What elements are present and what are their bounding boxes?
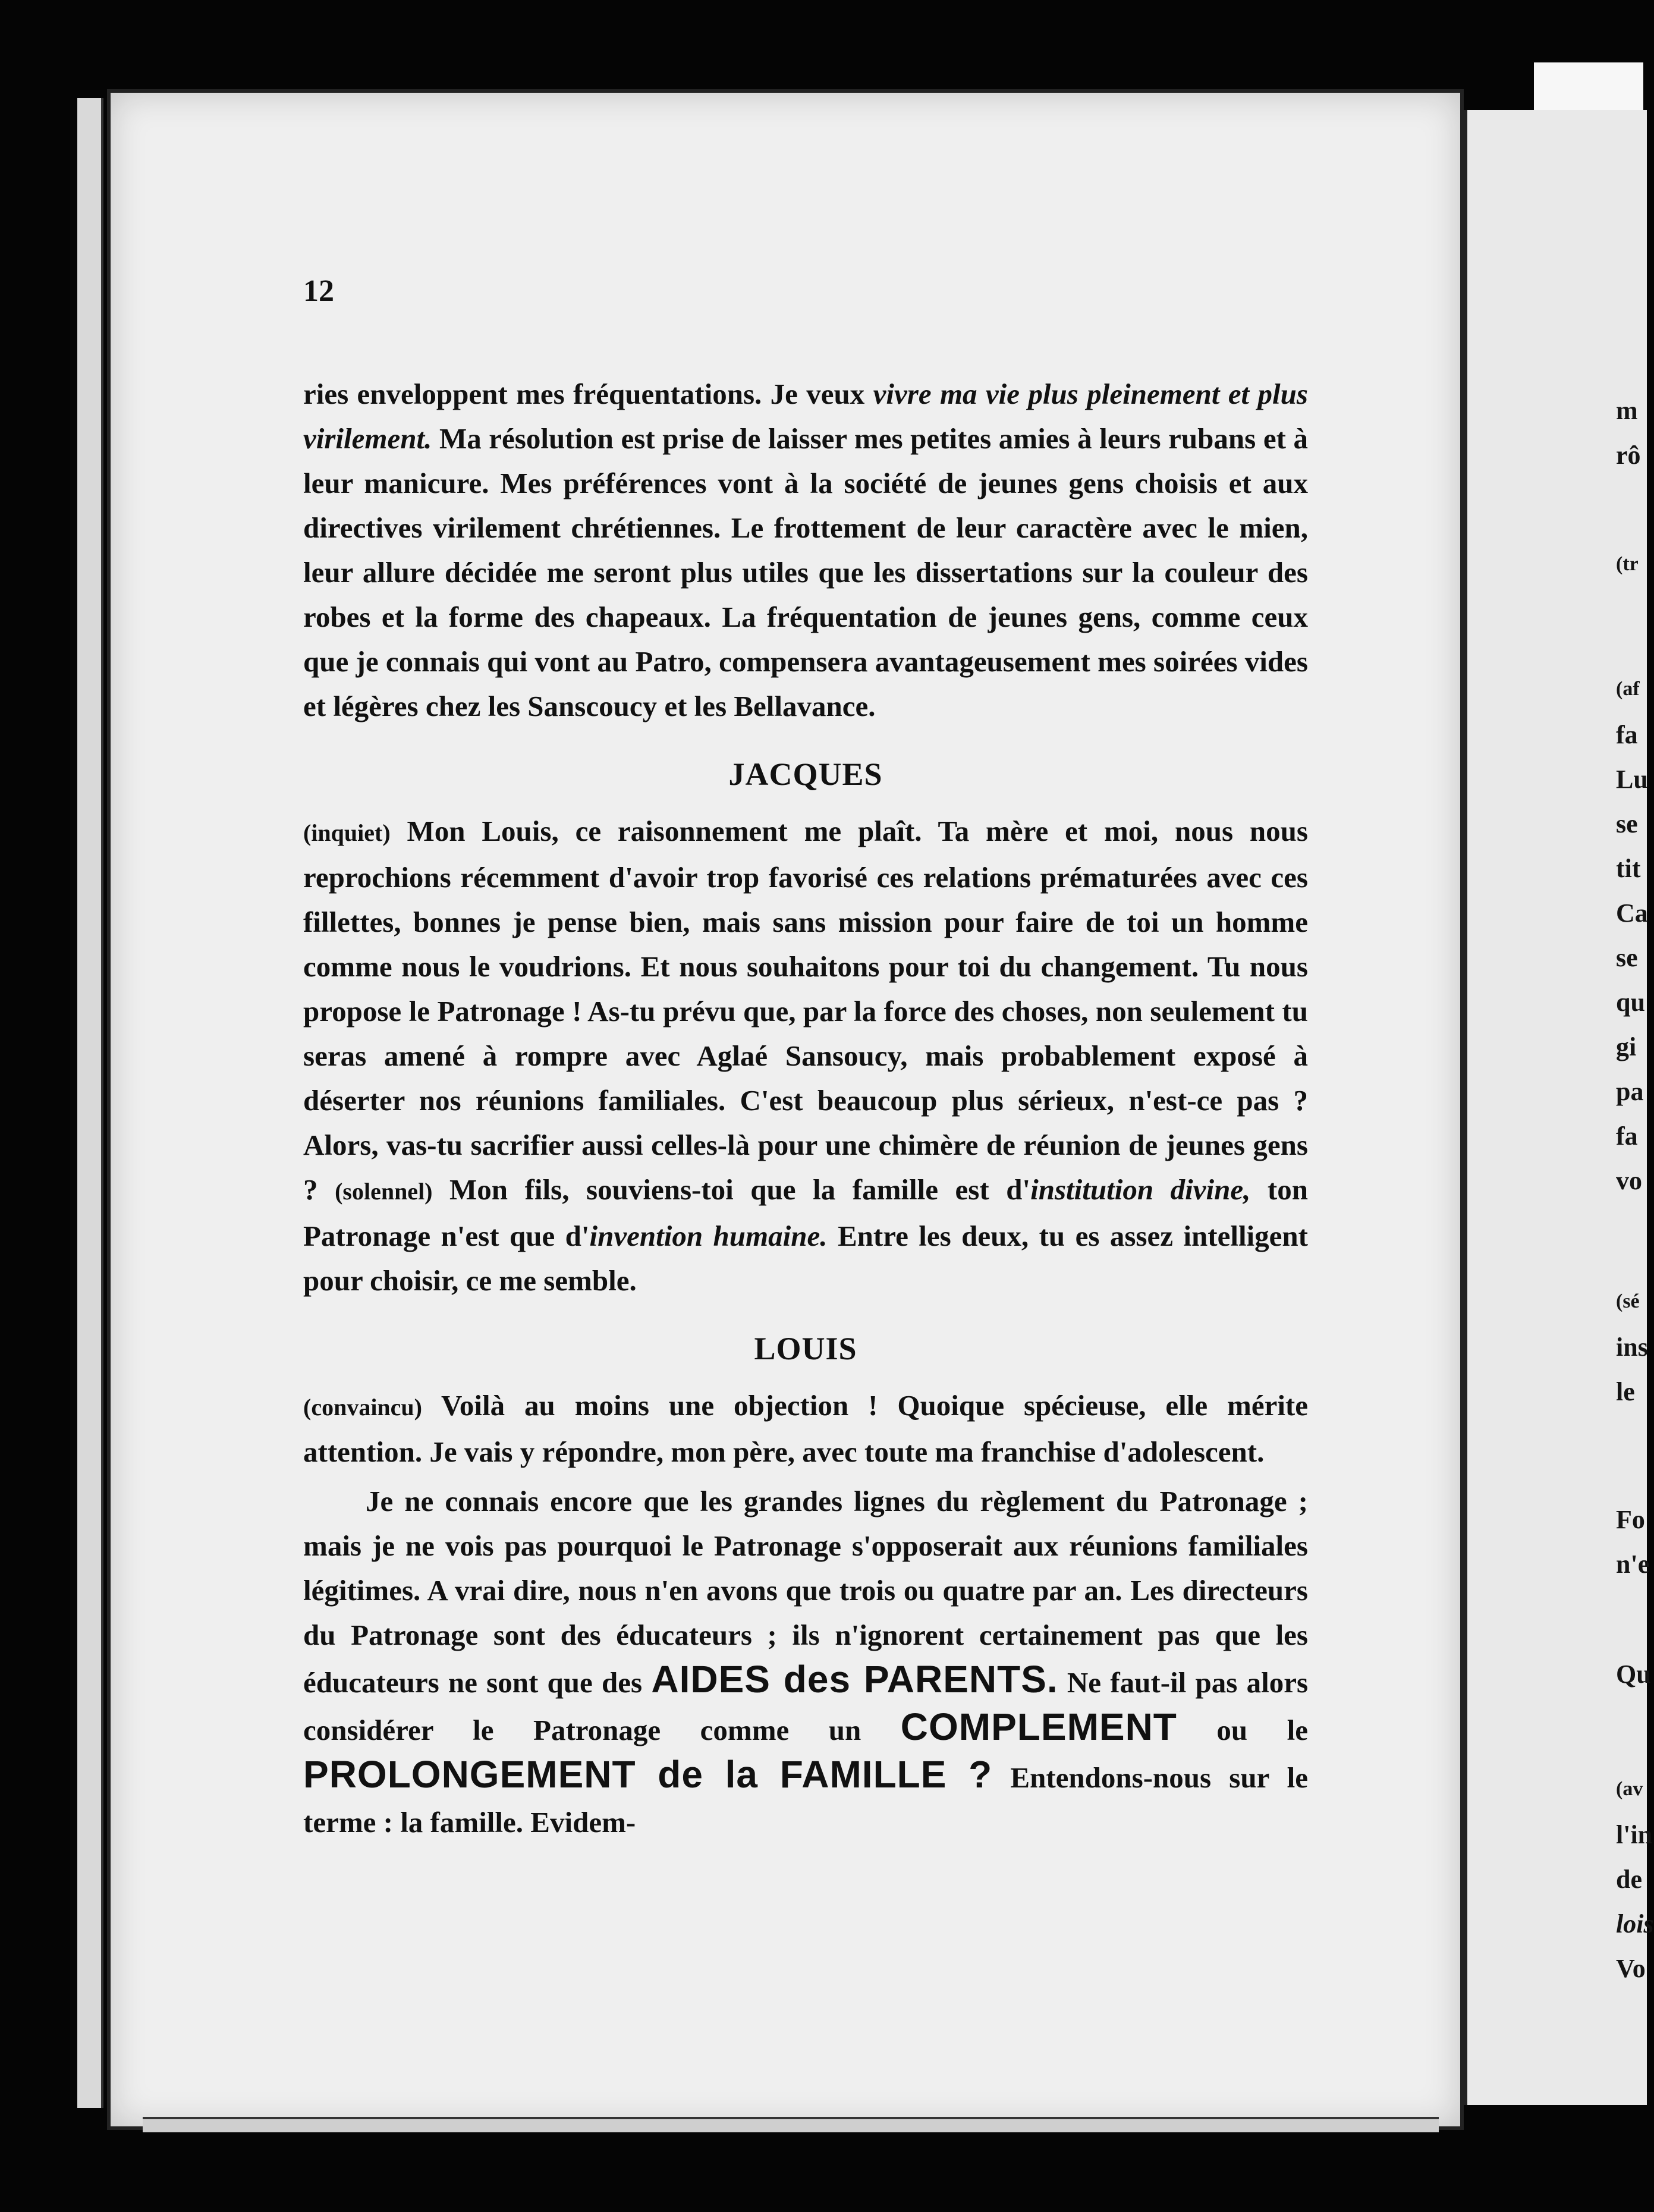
dialogue-paragraph <box>303 1479 1308 1845</box>
facing-page-fragment: Ca <box>1616 898 1648 928</box>
italic-text: vivre ma vie plus pleinement et plus virilement. <box>303 378 1308 455</box>
page-number: 12 <box>303 274 334 308</box>
emphasis-text: COMPLEMENT <box>900 1705 1177 1748</box>
speaker-heading: LOUIS <box>754 1331 857 1366</box>
page-left-edge <box>77 98 103 2108</box>
text-run: Mon fils, souviens-toi que la famille est d' <box>432 1173 1031 1206</box>
facing-page-fragment: ins <box>1616 1333 1648 1362</box>
facing-page-fragment: lois <box>1616 1909 1654 1938</box>
text-run: Voilà au moins une objection ! Quoique spécieuse, elle mérite attention. Je vais y répondre, mon père, avec toute ma franchise d'adolescent. <box>303 1389 1308 1468</box>
speaker-heading: JACQUES <box>728 756 883 792</box>
facing-page-fragment: tit <box>1616 854 1641 883</box>
facing-page-fragment: gi <box>1616 1032 1637 1061</box>
facing-page-fragment: (tr <box>1616 553 1639 575</box>
facing-page-fragment: Vo <box>1616 1954 1646 1983</box>
facing-page-fragment: fa <box>1616 720 1638 749</box>
text-run: ou le <box>1177 1714 1308 1746</box>
text-run: Ma résolution est prise de laisser mes petites amies à leurs rubans et à leur manicure. Mes préférences vont à la société de jeunes gens choisis et aux directives virilement chrétiennes. Le frottement de leur caractère avec le mien, leur allure décidée me seront plus utiles que les dissertations sur la couleur des robes et la forme des chapeaux. La fréquentation de jeunes gens, comme ceux que je connais qui vont au Patro, compensera avantageusement mes soirées vides et légères chez les Sanscoucy et les Bellavance. <box>303 422 1308 722</box>
dialogue-paragraph <box>303 809 1308 1303</box>
text-run: Entre les deux, tu es assez intelligent pour choisir, ce me semble. <box>303 1220 1308 1297</box>
facing-page-fragment: Qu <box>1616 1660 1651 1689</box>
italic-text: institution divine, <box>1030 1173 1251 1206</box>
page-bottom-edge <box>143 2117 1439 2132</box>
scan-background-corner <box>1534 62 1643 110</box>
text-run: Ne faut-il pas alors considérer le Patronage comme un <box>303 1666 1309 1746</box>
page-content <box>303 271 1308 1845</box>
facing-page-fragment: (af <box>1616 678 1640 700</box>
facing-page-fragment: de <box>1616 1865 1642 1894</box>
facing-page-fragment: Lu <box>1616 765 1648 794</box>
facing-page-fragment: rô <box>1616 441 1641 470</box>
stage-direction: (solennel) <box>335 1178 433 1205</box>
facing-page-fragment: (av <box>1616 1778 1643 1800</box>
facing-page-fragment: vo <box>1616 1166 1642 1195</box>
paragraph <box>303 372 1308 728</box>
dialogue-paragraph <box>303 1383 1308 1474</box>
facing-page-fragment: fa <box>1616 1121 1638 1151</box>
text-run: ton Patronage n'est que d' <box>303 1173 1308 1252</box>
emphasis-text: AIDES des PARENTS. <box>651 1658 1058 1701</box>
text-run: ries enveloppent mes fréquentations. Je veux <box>303 378 873 410</box>
stage-direction: (convaincu) <box>303 1394 422 1421</box>
emphasis-text: PROLONGEMENT de la FAMILLE ? <box>303 1753 993 1796</box>
facing-page-fragment: m <box>1616 396 1638 425</box>
text-run: Je ne connais encore que les grandes lignes du règlement du Patronage ; mais je ne vois pas pourquoi le Patronage s'opposerait aux réunions familiales légitimes. A vrai dire, nous n'en avons que trois ou quatre par an. Les directeurs du Patronage sont des éducateurs ; ils n'ignorent certainement pas que les éducateurs ne sont que des <box>303 1485 1308 1699</box>
facing-page-fragment: (sé <box>1616 1290 1640 1312</box>
italic-text: invention humaine. <box>589 1220 828 1252</box>
facing-page-fragment: se <box>1616 943 1638 972</box>
facing-page-fragment: Fo <box>1616 1505 1645 1534</box>
facing-page-fragment: l'in <box>1616 1820 1653 1849</box>
stage-direction: (inquiet) <box>303 819 391 846</box>
facing-page-fragment: se <box>1616 809 1638 838</box>
facing-page-fragment: pa <box>1616 1077 1644 1106</box>
facing-page-fragment: n'e <box>1616 1550 1650 1579</box>
facing-page-fragment: le <box>1616 1377 1635 1406</box>
facing-page-fragment: qu <box>1616 988 1645 1017</box>
text-run: Mon Louis, ce raisonnement me plaît. Ta mère et moi, nous nous reprochions récemment d'avoir trop favorisé ces relations prématurées avec ces fillettes, bonnes je pense bien, mais sans mission pour faire de toi un homme comme nous le voudrions. Et nous souhaitons pour toi du changement. Tu nous propose le Patronage ! As-tu prévu que, par la force des choses, non seulement tu seras amené à rompre avec Aglaé Sansoucy, mais probablement exposé à déserter nos réunions familiales. C'est beaucoup plus sérieux, n'est-ce pas ? Alors, vas-tu sacrifier aussi celles-là pour une chimère de réunion de jeunes gens ? <box>303 815 1308 1206</box>
text-run: Entendons-nous sur le terme : la famille. Evidem- <box>303 1761 1308 1839</box>
